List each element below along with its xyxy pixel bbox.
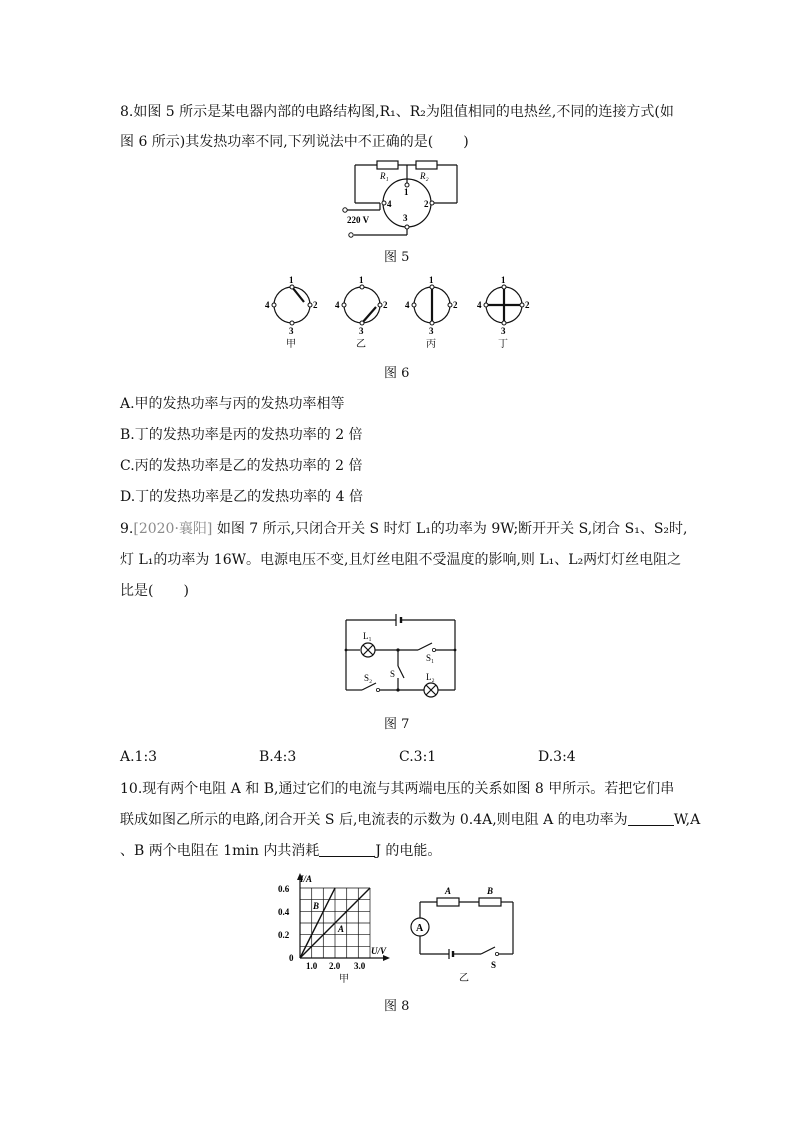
fig6-panel-bing — [405, 275, 458, 350]
svg-text:2: 2 — [313, 300, 318, 310]
figure-7-caption: 图 7 — [384, 717, 410, 732]
answer-blank-energy[interactable] — [319, 843, 375, 857]
figure-8-graph — [275, 868, 400, 986]
q10-line-3-unit: J 的电能。 — [375, 843, 442, 859]
figure-8-circuit — [405, 880, 520, 985]
fig6-label-bing: 丙 — [426, 339, 436, 350]
svg-text:3: 3 — [429, 326, 434, 336]
q9-option-c: C.3:1 — [399, 749, 437, 765]
svg-text:0.2: 0.2 — [278, 930, 290, 940]
q8-line-2 — [120, 133, 469, 151]
q10-line-2-unit: W,A — [673, 812, 701, 828]
svg-text:4: 4 — [405, 300, 410, 310]
svg-text:0.4: 0.4 — [278, 907, 290, 917]
graph-label-a: A — [338, 924, 345, 934]
figure-6-connections — [258, 275, 538, 351]
q9-line-2: 灯 L₁的功率为 16W。电源电压不变,且灯丝电阻不受温度的影响,则 L₁、L₂两灯灯丝电阻之 — [120, 552, 682, 568]
switch-s-blade — [398, 666, 404, 678]
label-l2: L₂ — [426, 672, 435, 682]
q8-line-2-text: 图 6 所示)其发热功率不同,下列说法中不正确的是( — [120, 134, 434, 150]
q9-option-b: B.4:3 — [259, 749, 297, 765]
figure-6-caption: 图 6 — [384, 366, 410, 381]
switch-s2-blade — [362, 683, 376, 690]
figure-5-caption: 图 5 — [384, 250, 410, 265]
terminal-1-label: 1 — [404, 187, 409, 197]
svg-text:0.6: 0.6 — [278, 884, 290, 894]
svg-text:2: 2 — [453, 300, 458, 310]
label-s2: S₂ — [364, 673, 373, 683]
circuit-label-a: A — [445, 886, 452, 896]
terminal-4-label: 4 — [387, 199, 392, 209]
q9-source-tag: [2020·襄阳] — [133, 521, 213, 537]
label-r1: R₁ — [380, 171, 389, 181]
resistor-a — [437, 898, 459, 906]
q8-line-1: 8.如图 5 所示是某电器内部的电路结构图,R₁、R₂为阻值相同的电热丝,不同的连接方式(如 — [120, 104, 674, 120]
label-l1: L₁ — [363, 631, 372, 641]
svg-text:4: 4 — [335, 300, 340, 310]
svg-text:2: 2 — [525, 300, 530, 310]
resistor-r1 — [377, 161, 398, 169]
fig6-panel-ding — [477, 275, 530, 350]
fig6-panel-yi — [335, 275, 388, 350]
switch-s-blade-8 — [481, 947, 495, 954]
q9-line-1 — [120, 520, 687, 538]
svg-text:3.0: 3.0 — [354, 961, 366, 971]
label-r2: R₂ — [420, 171, 429, 181]
q8-option-b: B.丁的发热功率是丙的发热功率的 2 倍 — [120, 427, 363, 443]
q9-line-3-text: 比是( — [120, 583, 154, 599]
svg-text:3: 3 — [359, 326, 364, 336]
fig6-label-jia: 甲 — [286, 339, 296, 350]
svg-text:0: 0 — [289, 953, 294, 963]
voltage-label: 220 V — [347, 215, 370, 225]
figure-7-circuit — [338, 610, 463, 700]
q10-line-3-text: 、B 两个电阻在 1min 内共消耗 — [120, 843, 320, 859]
q9-option-d: D.3:4 — [538, 749, 576, 765]
svg-text:3: 3 — [289, 326, 294, 336]
circuit-label-s: S — [491, 960, 497, 970]
svg-text:1.0: 1.0 — [306, 961, 318, 971]
switch-s1-blade — [418, 643, 432, 650]
svg-text:1: 1 — [289, 275, 294, 285]
svg-text:2: 2 — [383, 300, 388, 310]
fig6-label-yi: 乙 — [356, 339, 366, 350]
resistor-r2 — [416, 161, 437, 169]
answer-blank-power[interactable] — [628, 812, 674, 826]
graph-xlabel: U/V — [371, 946, 387, 956]
q8-paren-close: ) — [463, 134, 469, 150]
q8-option-d: D.丁的发热功率是乙的发热功率的 4 倍 — [120, 489, 363, 505]
svg-text:1: 1 — [359, 275, 364, 285]
q9-paren-close: ) — [183, 583, 189, 599]
figure-5-circuit — [340, 155, 470, 245]
terminal-3-label: 3 — [403, 213, 408, 223]
graph-sub-label: 甲 — [339, 974, 349, 985]
graph-ylabel: I/A — [300, 874, 313, 884]
terminal-2-label: 2 — [424, 199, 429, 209]
resistor-b — [479, 898, 501, 906]
q9-line-3 — [120, 582, 189, 600]
label-s: S — [390, 669, 396, 679]
q9-line-1-text: 如图 7 所示,只闭合开关 S 时灯 L₁的功率为 9W;断开开关 S,闭合 S₁、S₂时, — [216, 521, 688, 537]
q10-line-3 — [120, 842, 441, 860]
q8-option-a: A.甲的发热功率与丙的发热功率相等 — [120, 396, 345, 412]
graph-label-b: B — [313, 901, 320, 911]
q10-line-1: 10.现有两个电阻 A 和 B,通过它们的电流与其两端电压的关系如图 8 甲所示。若把它们串 — [120, 781, 675, 797]
q10-line-2-text: 联成如图乙所示的电路,闭合开关 S 后,电流表的示数为 0.4A,则电阻 A 的电功率为 — [120, 812, 628, 828]
q9-option-a: A.1:3 — [120, 749, 158, 765]
figure-8-caption: 图 8 — [384, 999, 410, 1014]
q8-option-c: C.丙的发热功率是乙的发热功率的 2 倍 — [120, 458, 363, 474]
svg-text:4: 4 — [265, 300, 270, 310]
circuit-sub-label: 乙 — [459, 973, 469, 984]
q10-line-2 — [120, 811, 700, 829]
svg-text:2.0: 2.0 — [329, 961, 341, 971]
fig6-panel-jia — [265, 275, 318, 350]
label-s1: S₁ — [426, 653, 435, 663]
ammeter-label: A — [416, 923, 424, 934]
svg-text:1: 1 — [501, 275, 506, 285]
fig6-label-ding: 丁 — [498, 339, 508, 350]
svg-text:3: 3 — [501, 326, 506, 336]
circuit-label-b: B — [487, 886, 494, 896]
q9-number: 9. — [120, 521, 134, 537]
svg-text:4: 4 — [477, 300, 482, 310]
svg-text:1: 1 — [429, 275, 434, 285]
